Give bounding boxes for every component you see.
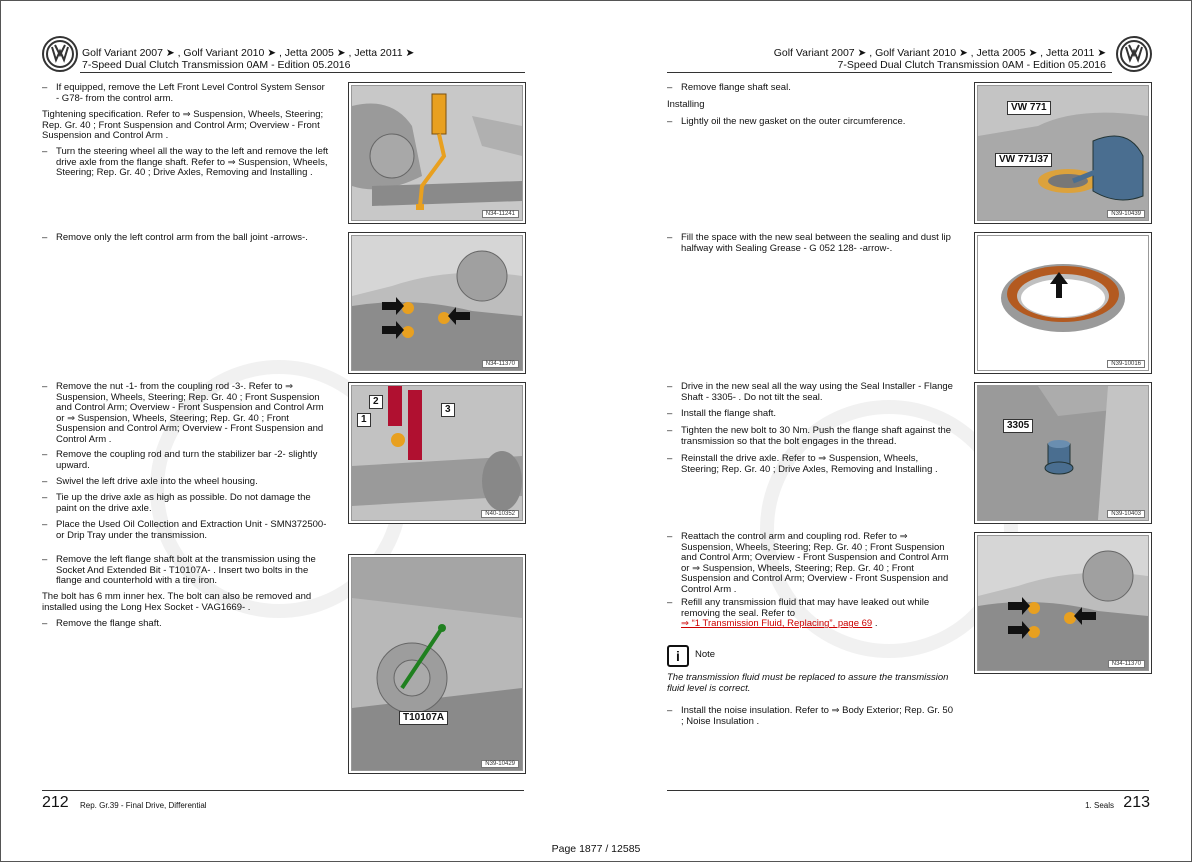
- left-step-2: – Turn the steering wheel all the way to the left and remove the left drive axle from the flange shaft. Refer to ⇒ Suspension, Wheels, Steering; Rep. Gr. 40 ; Drive Axles, Removing and Installing .: [42, 146, 329, 179]
- figure-code: N40-10352: [481, 510, 519, 518]
- page-indicator: Page 1877 / 12585: [551, 843, 641, 855]
- figure-left-4: [348, 554, 526, 774]
- footer-chapter-right: 1. Seals: [1085, 801, 1114, 810]
- left-step-1: – If equipped, remove the Left Front Level Control System Sensor - G78- from the control arm.: [42, 82, 325, 104]
- figure-code: N34-11370: [1108, 660, 1145, 668]
- figure-callout-2: 2: [369, 395, 383, 409]
- left-para-1: Tightening specification. Refer to ⇒ Suspension, Wheels, Steering; Rep. Gr. 40 ; Front Suspension and Control Arm; Overview - Front Suspension and Control Arm .: [42, 109, 324, 142]
- footer-rule-right: [667, 790, 1149, 791]
- right-step-8: – Reattach the control arm and coupling rod. Refer to ⇒ Suspension, Wheels, Steering; Rep. Gr. 40 ; Front Suspension and Control Arm; Overview - Front Suspension and Control Arm or ⇒ Suspension, Wheels, Steering; Rep. Gr. 40 ; Front Suspension and Control Arm; Overview - Front Suspension and Control Arm .: [667, 531, 949, 595]
- figure-right-1: [974, 82, 1152, 224]
- note-icon: i: [667, 645, 689, 667]
- figure-callout-vw771-37: VW 771/37: [995, 153, 1052, 167]
- left-step-7: – Tie up the drive axle as high as possible. Do not damage the paint on the drive axle.: [42, 492, 311, 514]
- figure-right-3: [974, 382, 1152, 524]
- figure-callout-vw771: VW 771: [1007, 101, 1051, 115]
- header-transmission-right: 7-Speed Dual Clutch Transmission 0AM - Edition 05.2016: [837, 59, 1106, 71]
- footer-rule-left: [42, 790, 524, 791]
- figure-code: N39-10403: [1107, 510, 1145, 518]
- page-number-right: 213: [1123, 794, 1150, 811]
- right-step-10: – Install the noise insulation. Refer to ⇒ Body Exterior; Rep. Gr. 50 ; Noise Insulation .: [667, 705, 953, 727]
- control-arm-reattach-illustration: [978, 536, 1148, 670]
- figure-code: N39-10016: [1107, 360, 1145, 368]
- header-models-left: Golf Variant 2007 ➤ , Golf Variant 2010 ➤ , Jetta 2005 ➤ , Jetta 2011 ➤: [82, 47, 415, 59]
- right-step-7: – Reinstall the drive axle. Refer to ⇒ Suspension, Wheels, Steering; Rep. Gr. 40 ; Drive Axles, Removing and Installing .: [667, 453, 938, 475]
- left-step-5: – Remove the coupling rod and turn the stabilizer bar -2- slightly upward.: [42, 449, 318, 471]
- seal-installer-illustration: [978, 386, 1148, 520]
- right-step-5: – Install the flange shaft.: [667, 408, 777, 419]
- right-step-1: – Remove flange shaft seal.: [667, 82, 791, 93]
- transmission-fluid-link[interactable]: ⇒ “1 Transmission Fluid, Replacing”, page 69: [681, 618, 873, 630]
- left-para-2: The bolt has 6 mm inner hex. The bolt can also be removed and installed using the Long Hex Socket - VAG1669- .: [42, 591, 312, 613]
- suspension-sensor-illustration: [352, 86, 522, 220]
- flange-shaft-bolt-illustration: [352, 558, 522, 770]
- left-step-6: – Swivel the left drive axle into the wheel housing.: [42, 476, 258, 487]
- figure-callout-1: 1: [357, 413, 371, 427]
- control-arm-illustration: [352, 236, 522, 370]
- header-rule-right: [667, 72, 1112, 73]
- header-rule-left: [80, 72, 525, 73]
- left-step-3: – Remove only the left control arm from the ball joint -arrows-.: [42, 232, 308, 243]
- figure-left-3: [348, 382, 526, 524]
- left-step-9: – Remove the left flange shaft bolt at the transmission using the Socket And Extended Bit - T10107A- . Insert two bolts in the flange and counterhold with a tire iron.: [42, 554, 316, 587]
- page-number-left: 212: [42, 794, 69, 811]
- figure-code: N34-11241: [482, 210, 519, 218]
- figure-right-4: [974, 532, 1152, 674]
- figure-code: N34-11370: [482, 360, 519, 368]
- right-step-6: – Tighten the new bolt to 30 Nm. Push the flange shaft against the transmission so that the bolt engages in the thread.: [667, 425, 952, 447]
- figure-callout-tool: T10107A: [399, 711, 448, 725]
- vw-logo-left: [42, 36, 78, 72]
- figure-code: N39-10429: [481, 760, 519, 768]
- figure-callout-3305: 3305: [1003, 419, 1033, 433]
- right-step-3: – Fill the space with the new seal between the sealing and dust lip halfway with Sealing Grease - G 052 128- -arrow-.: [667, 232, 951, 254]
- left-step-8: – Place the Used Oil Collection and Extraction Unit - SMN372500- or Drip Tray under the transmission.: [42, 519, 327, 541]
- header-transmission-left: 7-Speed Dual Clutch Transmission 0AM - Edition 05.2016: [82, 59, 351, 71]
- right-installing-heading: Installing: [667, 99, 705, 110]
- right-step-9: – Refill any transmission fluid that may have leaked out while removing the seal. Refer to ⇒ “1 Transmission Fluid, Replacing”, page 69 .: [667, 597, 930, 630]
- right-step-2: – Lightly oil the new gasket on the outer circumference.: [667, 116, 906, 127]
- new-seal-illustration: [978, 236, 1148, 370]
- footer-chapter-left: Rep. Gr.39 - Final Drive, Differential: [80, 801, 207, 810]
- vw-logo-right: [1116, 36, 1152, 72]
- left-step-10: – Remove the flange shaft.: [42, 618, 162, 629]
- figure-left-2: [348, 232, 526, 374]
- note-title: Note: [695, 649, 716, 660]
- left-step-4: – Remove the nut -1- from the coupling rod -3-. Refer to ⇒ Suspension, Wheels, Steering; Rep. Gr. 40 ; Front Suspension and Control Arm; Overview - Front Suspension and Control Arm or ⇒ Suspension, Wheels, Steering; Rep. Gr. 40 ; Front Suspension and Control Arm; Overview - Front Suspension and Control Arm .: [42, 381, 324, 445]
- note-text: The transmission fluid must be replaced to assure the transmission fluid level is correct.: [667, 672, 949, 694]
- figure-callout-3: 3: [441, 403, 455, 417]
- figure-left-1: [348, 82, 526, 224]
- figure-right-2: [974, 232, 1152, 374]
- right-step-4: – Drive in the new seal all the way using the Seal Installer - Flange Shaft - 3305- . Do not tilt the seal.: [667, 381, 953, 403]
- header-models-right: Golf Variant 2007 ➤ , Golf Variant 2010 ➤ , Jetta 2005 ➤ , Jetta 2011 ➤: [773, 47, 1106, 59]
- figure-code: N39-10439: [1107, 210, 1145, 218]
